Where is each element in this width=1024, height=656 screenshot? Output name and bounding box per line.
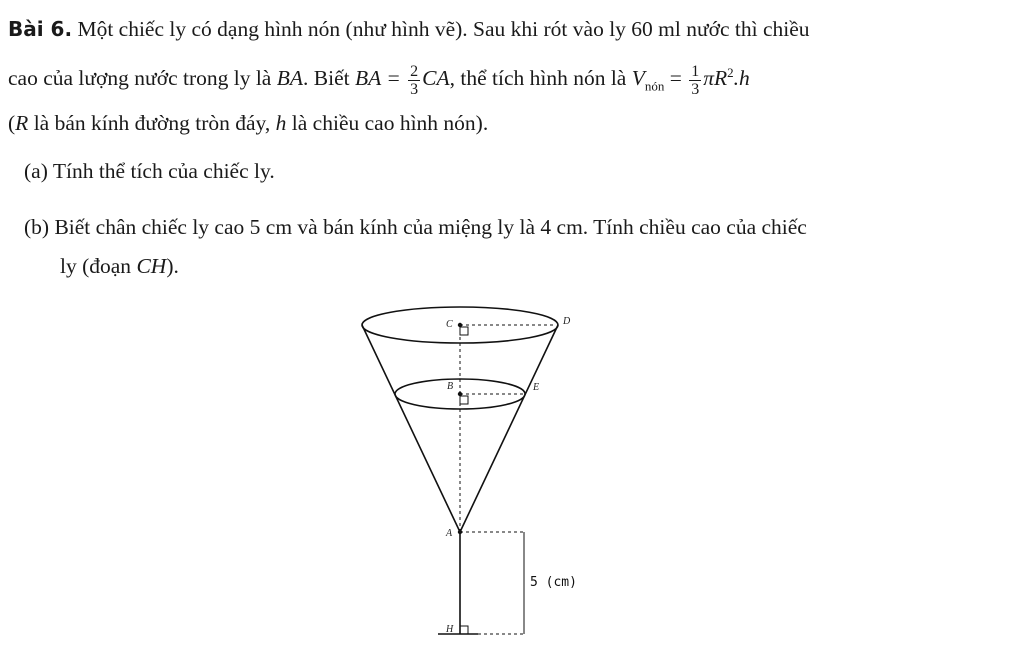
problem-text-2d: , thể tích hình nón là xyxy=(449,66,632,91)
equation-2-tail: .h xyxy=(733,66,750,91)
fraction-1-3 xyxy=(689,63,701,98)
problem-line-3 xyxy=(8,108,488,138)
label-b: B xyxy=(447,381,454,392)
problem-text-2c: . Biết xyxy=(303,66,355,91)
problem-title: Bài 6. xyxy=(8,17,73,41)
label-a: A xyxy=(446,528,453,539)
part-b-line-2 xyxy=(60,251,179,281)
equation-2-rhs: πR xyxy=(703,66,728,91)
cone-left-side xyxy=(362,325,460,532)
equation-1-rhs: CA xyxy=(422,66,450,91)
problem-line-2 xyxy=(8,58,750,101)
radius-symbol: R xyxy=(15,111,29,135)
volume-symbol: V xyxy=(631,66,645,91)
part-b-line-1: (b) Biết chân chiếc ly cao 5 cm và bán kính của miệng ly là 4 cm. Tính chiều cao của chiếc xyxy=(24,215,807,239)
segment-ch: CH xyxy=(136,254,167,278)
label-d: D xyxy=(563,316,571,327)
part-a: (a) Tính thể tích của chiếc ly. xyxy=(24,159,275,183)
right-angle-b xyxy=(460,396,468,404)
label-e: E xyxy=(533,382,540,393)
label-c: C xyxy=(446,319,453,330)
problem-text-2a: cao của lượng nước trong ly là xyxy=(8,66,277,91)
right-angle-c xyxy=(460,327,468,335)
paren-open: ( xyxy=(8,111,16,135)
right-angle-h xyxy=(460,626,468,634)
problem-line-1 xyxy=(8,14,810,44)
part-b-text: ly (đoạn xyxy=(60,254,137,278)
problem-text-3c: là chiều cao hình nón). xyxy=(286,111,489,135)
equation-1-lhs: BA = xyxy=(354,66,407,91)
equation-2-exponent: 2 xyxy=(727,65,734,80)
fraction-numerator: 1 xyxy=(691,62,700,80)
segment-ba: BA xyxy=(276,66,304,91)
fraction-2-3 xyxy=(408,63,420,98)
fraction-denominator: 3 xyxy=(691,80,700,98)
cone-glass-figure xyxy=(350,300,610,650)
fraction-denominator: 3 xyxy=(410,80,419,98)
problem-text-1: Một chiếc ly có dạng hình nón (như hình vẽ). Sau khi rót vào ly 60 ml nước thì chiều xyxy=(72,17,810,41)
part-b-end: ). xyxy=(166,254,179,278)
height-label: 5 (cm) xyxy=(530,575,577,590)
label-h: H xyxy=(446,624,454,635)
problem-text-3b: là bán kính đường tròn đáy, xyxy=(28,111,276,135)
cone-right-side xyxy=(460,325,558,532)
equals-sign: = xyxy=(664,66,688,91)
fraction-numerator: 2 xyxy=(410,62,419,80)
volume-subscript: nón xyxy=(644,78,665,94)
height-symbol: h xyxy=(275,111,287,135)
